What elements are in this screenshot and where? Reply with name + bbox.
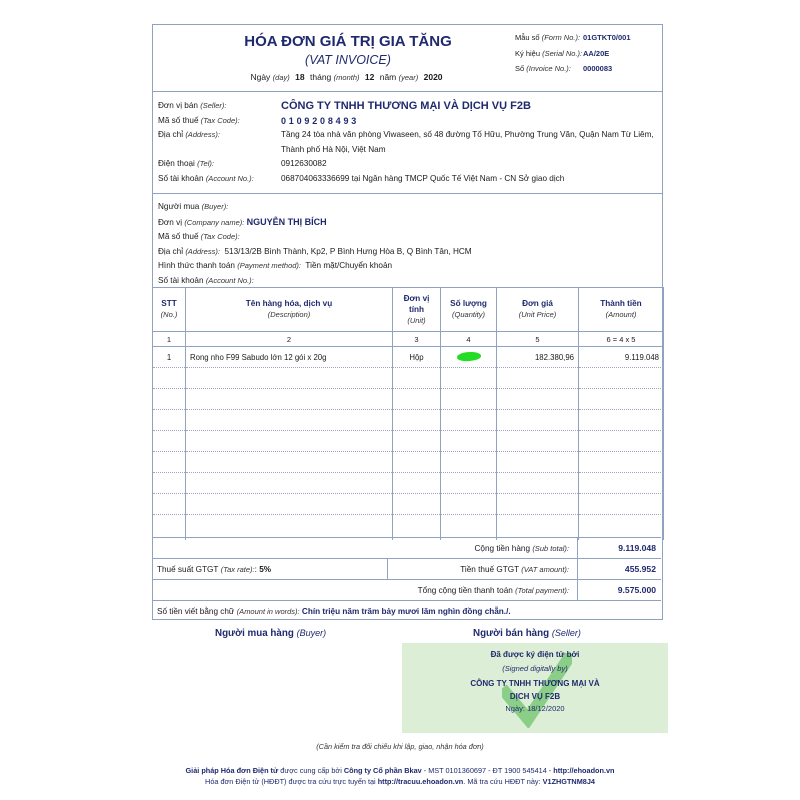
total-label: Tổng cộng tiền thanh toán — [417, 585, 513, 595]
form-no-row — [515, 33, 631, 49]
buyer-section — [158, 200, 472, 288]
seller-phone-label-en: (Tel): — [197, 159, 214, 168]
table-row-empty — [153, 431, 664, 452]
col-quantity: Số lượng (Quantity) — [441, 287, 497, 332]
invoice-no-row — [515, 64, 631, 80]
tax-rate-label-en: (Tax rate): — [220, 564, 255, 574]
form-no-label: Mẫu số — [515, 33, 540, 42]
vat-value: 455.952 — [577, 559, 661, 579]
buyer-address: 513/13/2B Bình Thành, Kp2, P Bình Hưng Hòa B, Q Bình Tân, HCM — [224, 246, 472, 256]
buyer-label: Người mua — [158, 202, 200, 211]
invoice-meta — [515, 33, 631, 80]
footer-note: (Cần kiểm tra đối chiếu khi lập, giao, nhận hóa đơn) — [316, 742, 484, 751]
table-row-empty — [153, 452, 664, 473]
table-row-empty — [153, 368, 664, 389]
seller-phone-label: Điện thoại — [158, 159, 195, 168]
seller-label-en: (Seller): — [200, 101, 227, 110]
total-label-en: (Total payment): — [515, 585, 569, 595]
invoice-title: HÓA ĐƠN GIÁ TRỊ GIA TĂNG — [244, 33, 452, 50]
amount-in-words: Chín triệu năm trăm bảy mươi lăm nghìn đồng chẵn./. — [301, 606, 511, 616]
signed-by-label-en: (Signed digitally by) — [502, 664, 568, 673]
signer-name-line2: DỊCH VỤ F2B — [509, 692, 561, 701]
seller-label: Đơn vị bán — [158, 101, 198, 110]
buyer-company-label: Đơn vị — [158, 217, 183, 227]
col-unit-price: Đơn giá (Unit Price) — [497, 287, 579, 332]
payment-method: Tiền mặt/Chuyển khoản — [305, 261, 393, 270]
buyer-address-label-en: (Address): — [185, 246, 220, 256]
serial-no-label-en: (Serial No.): — [542, 48, 583, 58]
signed-date: Ngày: 18/12/2020 — [505, 704, 565, 713]
row-no: 1 — [153, 347, 186, 368]
table-row-empty — [153, 494, 664, 515]
divider — [153, 193, 662, 194]
buyer-tax-label: Mã số thuế — [158, 232, 199, 241]
index-cell: 4 — [441, 332, 497, 347]
invoice-date — [153, 72, 543, 82]
index-cell: 1 — [153, 332, 186, 347]
month-label-en: (month) — [333, 73, 360, 82]
seller-tax-code: 0109208493 — [281, 115, 360, 126]
seller-account-label-en: (Account No.): — [205, 173, 254, 183]
invoice-no-value: 0000083 — [583, 64, 613, 73]
serial-no-row — [515, 49, 631, 65]
serial-no-label: Ký hiệu — [515, 48, 541, 58]
redaction-mark — [456, 350, 481, 361]
seller-tax-label: Mã số thuế — [158, 115, 199, 125]
digital-signature-box — [402, 643, 668, 733]
subtotal-label: Cộng tiền hàng — [474, 543, 531, 553]
signed-by-label: Đã được ký điện tử bởi — [490, 650, 580, 659]
table-row-empty — [153, 389, 664, 410]
buyer-signature-label: Người mua hàng (Buyer) — [215, 628, 327, 639]
tracuu-link[interactable]: http://tracuu.ehoadon.vn — [377, 777, 464, 786]
seller-account-label: Số tài khoản — [158, 173, 204, 183]
words-label-en: (Amount in words): — [236, 606, 300, 616]
index-cell: 2 — [186, 332, 393, 347]
index-cell: 6 = 4 x 5 — [579, 332, 664, 347]
day-value: 18 — [295, 72, 305, 82]
row-unit: Hộp — [393, 347, 441, 368]
seller-name: CÔNG TY TNHH THƯƠNG MẠI VÀ DỊCH VỤ F2B — [281, 100, 531, 112]
buyer-company-label-en: (Company name): — [184, 217, 245, 227]
table-row-empty — [153, 473, 664, 494]
year-label-en: (year) — [398, 73, 419, 82]
table-row — [153, 347, 664, 368]
invoice-no-label: Số — [515, 64, 525, 73]
index-cell: 5 — [497, 332, 579, 347]
payment-method-label-en: (Payment method): — [237, 261, 302, 270]
ehoadon-link[interactable]: http://ehoadon.vn — [553, 766, 615, 775]
words-label: Số tiền viết bằng chữ — [157, 606, 235, 616]
amount-in-words-row — [153, 600, 661, 621]
row-description: Rong nho F99 Sabudo lớn 12 gói x 20g — [186, 347, 393, 368]
col-amount: Thành tiền (Amount) — [579, 287, 664, 332]
total-value: 9.575.000 — [577, 580, 661, 600]
tax-rate-label: Thuế suất GTGT — [157, 564, 219, 574]
serial-no-value: AA/20E — [583, 48, 610, 58]
seller-account: 068704063336699 tại Ngân hàng TMCP Quốc Tế Việt Nam - CN Sở giao dịch — [281, 173, 565, 183]
column-index-row — [153, 332, 664, 347]
vat-label: Tiền thuế GTGT — [460, 564, 519, 574]
seller-address-label-en: (Address): — [185, 130, 220, 139]
day-label-en: (day) — [272, 73, 290, 82]
year-value: 2020 — [423, 72, 443, 82]
vat-label-en: (VAT amount): — [521, 564, 569, 574]
buyer-account-label: Số tài khoản — [158, 275, 204, 285]
seller-address: Tầng 24 tòa nhà văn phòng Viwaseen, số 48 đường Tố Hữu, Phường Trung Văn, Quận Nam Từ Liêm, Thành phố Hà Nội, Việt Nam — [281, 130, 654, 154]
row-quantity — [441, 347, 497, 368]
footer-line2: Hóa đơn Điện tử (HĐĐT) được tra cứu trực tuyến tại http://tracuu.ehoadon.vn. Mã tra cứu HĐĐT này: V1ZHGTNM8J4 — [205, 777, 595, 786]
form-no-label-en: (Form No.): — [541, 33, 581, 42]
seller-section — [158, 99, 656, 186]
table-row-empty — [153, 410, 664, 431]
row-unit-price: 182.380,96 — [497, 347, 579, 368]
invoice-subtitle: (VAT INVOICE) — [305, 53, 391, 67]
buyer-address-label: Địa chỉ — [158, 246, 184, 256]
month-value: 12 — [364, 72, 375, 82]
lookup-code: V1ZHGTNM8J4 — [542, 777, 595, 786]
items-table — [152, 287, 664, 540]
buyer-account-label-en: (Account No.): — [205, 275, 254, 285]
col-description: Tên hàng hóa, dịch vụ (Description) — [186, 287, 393, 332]
seller-tax-label-en: (Tax Code): — [200, 115, 240, 125]
subtotal-label-en: (Sub total): — [532, 543, 569, 553]
table-row-empty — [153, 515, 664, 540]
seller-signature-label: Người bán hàng (Seller) — [473, 628, 581, 639]
payment-method-label: Hình thức thanh toán — [158, 261, 235, 270]
totals-section — [153, 537, 661, 621]
footer-line1: Giải pháp Hóa đơn Điện tử được cung cấp bởi Công ty Cổ phần Bkav - MST 0101360697 - ĐT 1900 545414 - http://ehoadon.vn — [185, 766, 615, 775]
index-cell: 3 — [393, 332, 441, 347]
day-label: Ngày — [250, 72, 271, 82]
vat-row: Thuế suất GTGT (Tax rate): : 5% Tiền thuế GTGT (VAT amount): 455.952 — [153, 558, 661, 579]
buyer-tax-label-en: (Tax Code): — [200, 232, 240, 241]
subtotal-row — [153, 537, 661, 558]
buyer-label-en: (Buyer): — [201, 202, 229, 211]
form-no-value: 01GTKT0/001 — [583, 33, 631, 42]
month-label: tháng — [310, 72, 332, 82]
invoice-no-label-en: (Invoice No.): — [526, 64, 571, 73]
tax-rate-value: 5% — [259, 564, 272, 574]
table-header — [153, 287, 664, 332]
row-amount: 9.119.048 — [579, 347, 664, 368]
signer-name-line1: CÔNG TY TNHH THƯƠNG MẠI VÀ — [470, 679, 600, 688]
year-label: năm — [379, 72, 397, 82]
seller-address-label: Địa chỉ — [158, 130, 184, 139]
subtotal-value: 9.119.048 — [577, 538, 661, 558]
invoice-frame — [152, 24, 663, 620]
col-no: STT (No.) — [153, 287, 186, 332]
seller-phone: 0912630082 — [281, 159, 327, 168]
buyer-company: NGUYỄN THỊ BÍCH — [246, 216, 327, 227]
divider — [153, 91, 662, 92]
total-row — [153, 579, 661, 600]
col-unit: Đơn vị tính (Unit) — [393, 287, 441, 332]
